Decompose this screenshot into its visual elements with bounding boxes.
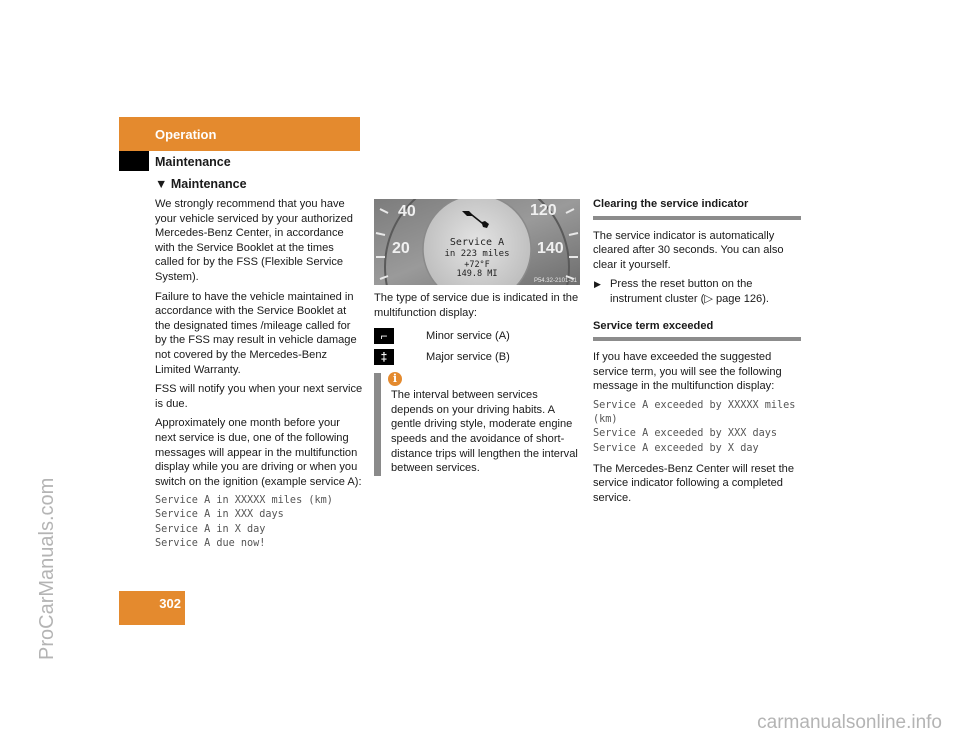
- watermark-left: [14, 220, 58, 660]
- instruction-text: Press the reset button on the instrument cluster (▷ page 126).: [610, 278, 769, 305]
- speed-mark: 20: [392, 240, 410, 257]
- speed-mark: 40: [398, 203, 416, 220]
- display-line: 149.8 MI: [456, 269, 498, 279]
- service-type-label: Minor service (A): [426, 330, 510, 343]
- watermark-left-text: ProCarManuals.com: [36, 477, 58, 660]
- wrench-icon: ⌐: [374, 328, 394, 344]
- page-number: 302: [159, 596, 181, 611]
- bullet-arrow-icon: ▶: [594, 279, 601, 290]
- message-line: Service A in XXXXX miles (km): [155, 495, 333, 507]
- instruction-step: [593, 277, 801, 306]
- message-line: Service A exceeded by XXX days: [593, 428, 778, 440]
- paragraph: The service indicator is automatically cleared after 30 seconds. You can also clear it yourself.: [593, 229, 784, 271]
- paragraph: Failure to have the vehicle maintained in accordance with the Service Booklet at the designated times /mileage called for by the FSS may result in vehicle damage not covered by the Mercedes-Benz Limited Warranty.: [155, 290, 357, 376]
- watermark-bottom: carmanualsonline.info: [757, 712, 942, 733]
- service-type-row: [374, 327, 582, 348]
- paragraph: FSS will notify you when your next service is due.: [155, 383, 363, 410]
- double-wrench-icon: ‡: [374, 349, 394, 365]
- info-bar: [374, 373, 381, 476]
- service-type-label: Major service (B): [426, 351, 510, 364]
- subsection-title: ▼ Maintenance: [155, 177, 247, 191]
- display-line: Service A: [449, 237, 505, 248]
- info-text: The interval between services depends on your driving habits. A gentle driving style, moderate engine speeds and the avoidance of short-distance trips will lengthen the interval between services.: [391, 389, 578, 475]
- display-line: in 223 miles: [444, 249, 510, 259]
- heading-service-term-exceeded: Service term exceeded: [593, 319, 801, 342]
- message-line: Service A exceeded by XXXXX miles (km): [593, 399, 796, 426]
- image-code: P54.32-2101-31: [533, 278, 577, 284]
- info-icon: i: [388, 372, 402, 386]
- column-left: [155, 197, 363, 551]
- paragraph: The Mercedes-Benz Center will reset the service indicator following a completed service.: [593, 462, 795, 504]
- paragraph: We strongly recommend that you have your vehicle serviced by your authorized Mercedes-Benz Center, in accordance with the Service Booklet at the times called for by the FSS (Flexible Service System).: [155, 198, 353, 283]
- column-middle: [374, 291, 582, 476]
- paragraph: If you have exceeded the suggested service term, you will see the following message in the multifunction display:: [593, 351, 782, 393]
- column-right: [593, 197, 801, 511]
- message-line: Service A in XXX days: [155, 509, 284, 521]
- heading-clearing-indicator: Clearing the service indicator: [593, 197, 801, 220]
- section-title: Operation: [155, 127, 217, 142]
- message-line: Service A exceeded by X day: [593, 442, 759, 454]
- chapter-title: Maintenance: [155, 155, 231, 169]
- info-note: [374, 373, 582, 476]
- display-line: +72°F: [464, 260, 490, 270]
- paragraph: The type of service due is indicated in the multifunction display:: [374, 292, 579, 319]
- service-type-row: [374, 348, 582, 369]
- paragraph: Approximately one month before your next service is due, one of the following messages will appear in the multifunction display while you are driving or when you switch on the ignition (example service A):: [155, 417, 362, 488]
- speed-mark: 120: [530, 202, 557, 219]
- chapter-marker: [119, 151, 149, 171]
- service-due-messages: [155, 494, 363, 551]
- speed-mark: 140: [537, 240, 564, 257]
- message-line: Service A in X day: [155, 523, 266, 535]
- instrument-cluster-image: [374, 199, 580, 285]
- service-exceeded-messages: [593, 399, 801, 456]
- message-line: Service A due now!: [155, 537, 266, 549]
